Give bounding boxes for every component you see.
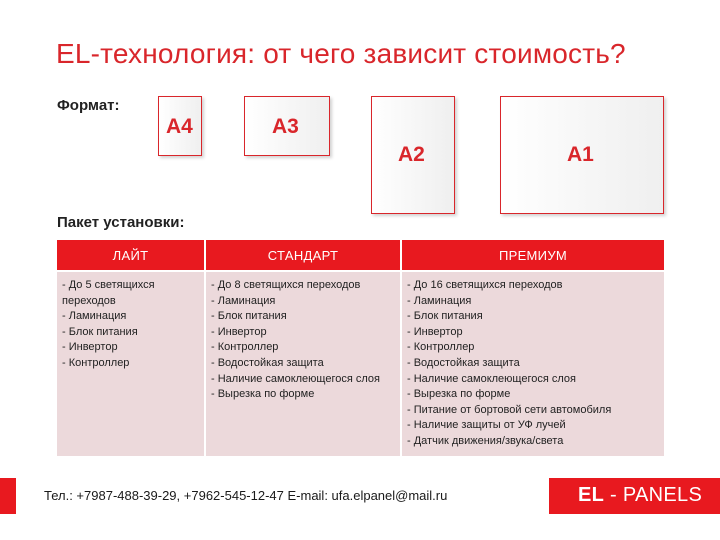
feature-line: - До 5 светящихся переходов	[62, 279, 158, 307]
feature-line: - До 8 светящихся переходов	[211, 279, 361, 291]
footer-brand-rest: - PANELS	[604, 484, 703, 506]
format-a2-card	[371, 96, 455, 214]
format-a4-text: A4	[166, 115, 193, 138]
package-header-standard: СТАНДАРТ	[205, 240, 401, 271]
feature-line: - Инвертор	[407, 325, 463, 338]
format-a4-card	[158, 96, 202, 156]
feature-line: - Ламинация	[62, 310, 127, 323]
feature-line: - Ламинация	[211, 294, 276, 307]
footer-brand-logo	[578, 484, 702, 507]
feature-line: - Наличие самоклеющегося слоя	[407, 372, 576, 385]
package-table	[57, 240, 664, 456]
feature-line: - Вырезка по форме	[407, 388, 511, 401]
feature-line: - Ламинация	[407, 294, 472, 307]
feature-line: - Инвертор	[62, 341, 118, 354]
feature-line: - Блок питания	[211, 310, 287, 323]
footer-brand-bold: EL	[578, 484, 605, 506]
format-a1-card	[500, 96, 664, 214]
feature-line: - Водостойкая защита	[407, 356, 520, 369]
feature-line: - Датчик движения/звука/света	[407, 434, 564, 447]
package-features-standard	[205, 271, 401, 456]
feature-line: - Блок питания	[62, 325, 138, 338]
feature-line: - Вырезка по форме	[211, 388, 315, 401]
footer-contacts: Тел.: +7987-488-39-29, +7962-545-12-47 E-mail: ufa.elpanel@mail.ru	[44, 488, 448, 503]
package-header-premium: ПРЕМИУМ	[401, 240, 664, 271]
slide-title: EL-технология: от чего зависит стоимость?	[56, 38, 626, 69]
package-features-premium	[401, 271, 664, 456]
feature-line: - Контроллер	[407, 341, 475, 354]
footer-accent-left	[0, 478, 16, 514]
format-a3-text: A3	[272, 115, 299, 138]
feature-line: - Контроллер	[62, 356, 130, 369]
format-a3-card	[244, 96, 330, 156]
feature-line: - Контроллер	[211, 341, 279, 354]
format-label: Формат:	[57, 97, 120, 114]
feature-line: - Водостойкая защита	[211, 356, 324, 369]
format-a1-text: A1	[567, 143, 594, 166]
feature-line: - Наличие защиты от УФ лучей	[407, 419, 566, 432]
feature-line: - До 16 светящихся переходов	[407, 279, 563, 291]
feature-line: - Наличие самоклеющегося слоя	[211, 372, 380, 385]
package-label: Пакет установки:	[57, 214, 185, 231]
package-features-row	[57, 271, 664, 456]
package-header-lite: ЛАЙТ	[57, 240, 205, 271]
feature-line: - Инвертор	[211, 325, 267, 338]
package-header-row	[57, 240, 664, 271]
format-a2-text: A2	[398, 143, 425, 166]
feature-line: - Блок питания	[407, 310, 483, 323]
package-features-lite	[57, 271, 205, 456]
feature-line: - Питание от бортовой сети автомобиля	[407, 403, 612, 416]
